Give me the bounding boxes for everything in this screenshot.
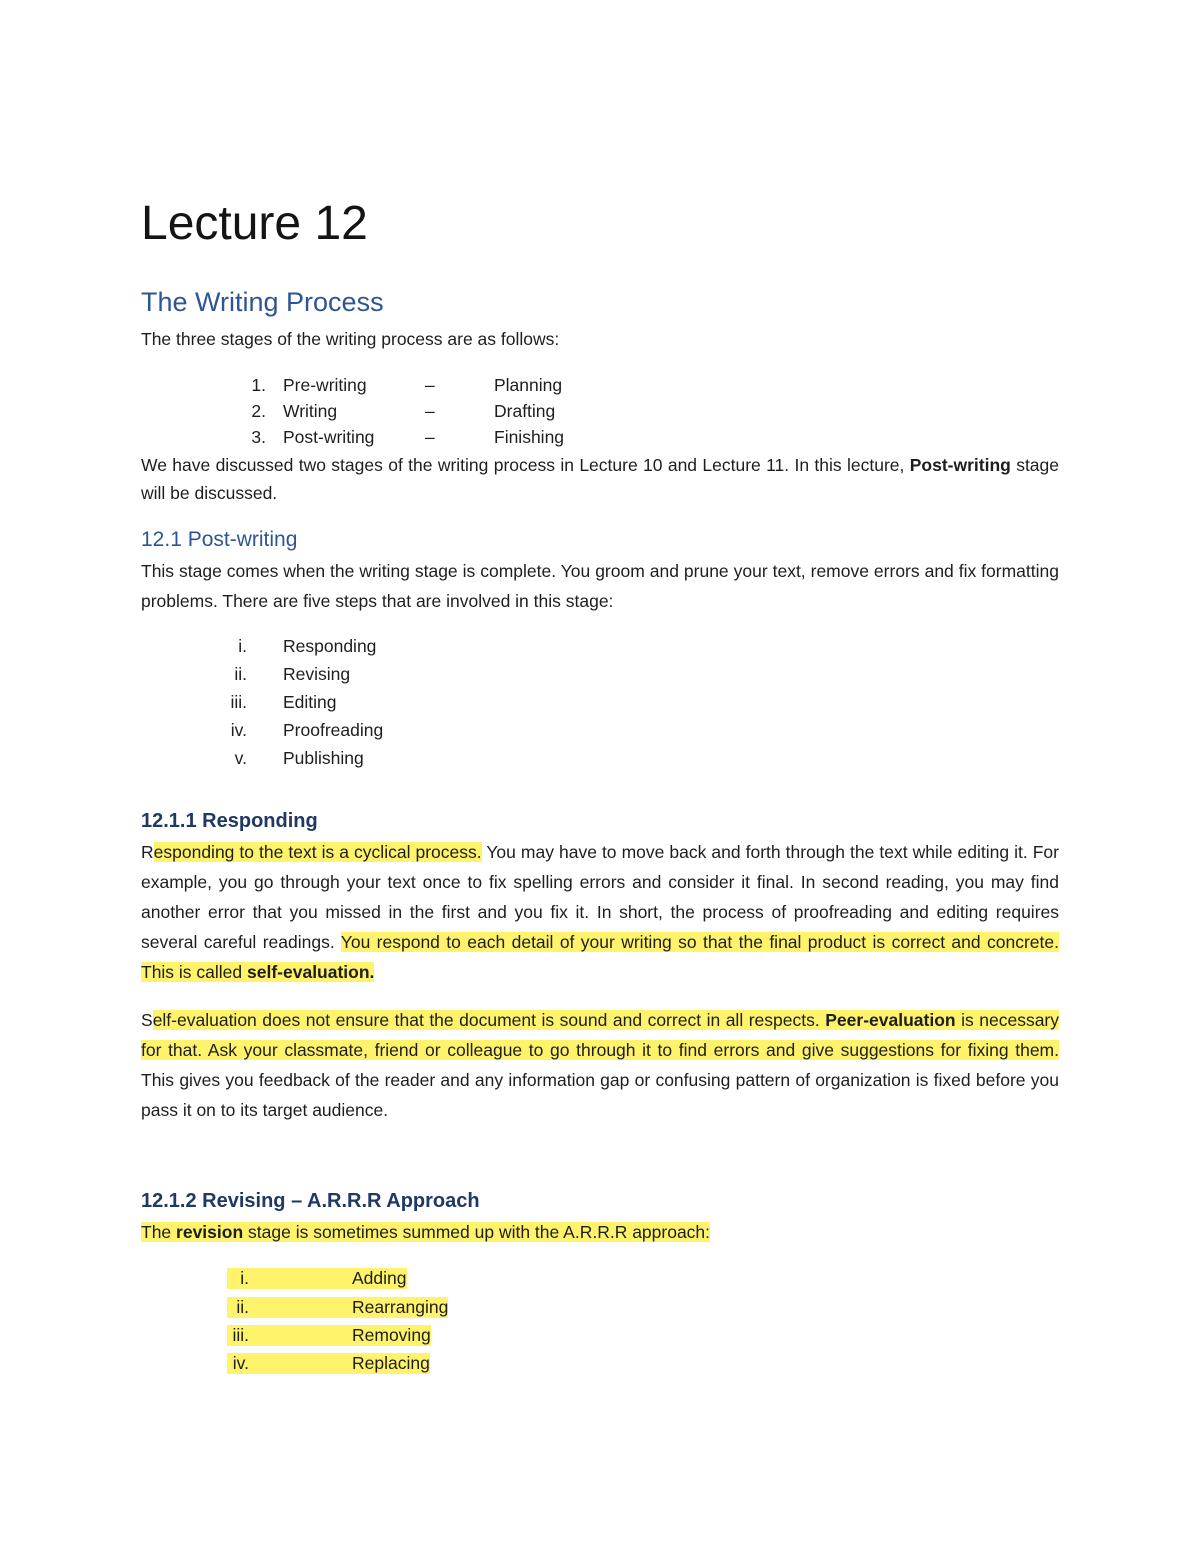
list-item-number: 2.	[251, 401, 266, 421]
list-item-number: v.	[234, 748, 247, 768]
highlighted-text: stage is sometimes summed up with the A.R.R.R approach:	[243, 1222, 711, 1242]
list-item-label: Editing	[283, 692, 337, 712]
list-item-number: ii.	[227, 1297, 249, 1318]
revising-heading: 12.1.2 Revising – A.R.R.R Approach	[141, 1190, 480, 1212]
highlighted-bold-text: self-evaluation.	[247, 962, 375, 982]
revising-intro	[141, 1222, 710, 1243]
list-item-number: 1.	[251, 375, 266, 395]
list-item-gap	[249, 1297, 352, 1318]
list-item-number: iii.	[230, 692, 247, 712]
discussed-text-1: We have discussed two stages of the writing process in Lecture 10 and Lecture 11. In this lecture,	[141, 455, 910, 475]
highlighted-text: The	[141, 1222, 177, 1242]
list-item-dash: –	[425, 375, 435, 395]
list-item-label: Replacing	[352, 1353, 430, 1373]
list-item-name: Writing	[283, 401, 338, 421]
list-item-number: iv.	[230, 720, 247, 740]
list-item-dash: –	[425, 401, 435, 421]
list-item-label: Publishing	[283, 748, 364, 768]
responding-paragraph-1	[141, 837, 1059, 987]
responding-heading: 12.1.1 Responding	[141, 810, 318, 832]
discussed-bold: Post-writing	[909, 455, 1011, 475]
list-item-dash: –	[425, 427, 435, 447]
list-item-gap	[249, 1325, 352, 1346]
discussed-text-2: stage will be discussed.	[141, 455, 1059, 503]
list-item-desc: Finishing	[494, 427, 565, 447]
highlighted-text: is necessary for that. Ask your classmate, friend or colleague to go through it to find errors and give suggestions for fixing them.	[141, 1010, 1059, 1060]
responding-text: R	[141, 842, 154, 862]
list-item-number: ii.	[234, 664, 247, 684]
section-heading: The Writing Process	[141, 287, 384, 317]
highlighted-bold-text: revision	[176, 1222, 244, 1242]
list-item-number: iv.	[227, 1353, 249, 1374]
responding-text: This gives you feedback of the reader and any information gap or confusing pattern of organization is fixed before you pass it on to its target audience.	[141, 1070, 1059, 1120]
list-item-label: Responding	[283, 636, 377, 656]
list-item-desc: Planning	[494, 375, 563, 395]
highlighted-bold-text: Peer-evaluation	[825, 1010, 956, 1030]
list-item-name: Post-writing	[283, 427, 375, 447]
list-item-label: Adding	[352, 1268, 407, 1288]
list-item-gap	[249, 1268, 352, 1289]
post-writing-paragraph: This stage comes when the writing stage is complete. You groom and prune your text, remove errors and fix formatting problems. There are five steps that are involved in this stage:	[141, 561, 1059, 611]
list-item-number: i.	[238, 636, 247, 656]
highlighted-text: esponding to the text is a cyclical process.	[153, 842, 482, 862]
list-item-number: i.	[227, 1268, 249, 1289]
intro-line: The three stages of the writing process are as follows:	[141, 329, 560, 349]
responding-paragraph-2	[141, 1005, 1059, 1125]
responding-text: S	[141, 1010, 153, 1030]
list-item-desc: Drafting	[494, 401, 556, 421]
list-item-label: Rearranging	[352, 1297, 449, 1317]
list-item-gap	[249, 1353, 352, 1374]
list-item-label: Proofreading	[283, 720, 384, 740]
responding-text: You may have to move back and forth through the text while editing it. For example, you go through your text once to fix spelling errors and consider it final. In second reading, you may find another error that you missed in the first and you fix it. In short, the process of proofreading and editing requires several careful readings.	[141, 842, 1059, 952]
list-item-label: Removing	[352, 1325, 431, 1345]
list-item-number: iii.	[227, 1325, 249, 1346]
discussed-paragraph	[141, 451, 1059, 507]
list-item-name: Pre-writing	[283, 375, 367, 395]
list-item-number: 3.	[251, 427, 266, 447]
highlighted-text: elf-evaluation does not ensure that the document is sound and correct in all respects.	[152, 1010, 826, 1030]
highlighted-text: You respond to each detail of your writing so that the final product is correct and concrete. This is called	[141, 932, 1059, 982]
post-writing-heading: 12.1 Post-writing	[141, 528, 298, 551]
page-title: Lecture 12	[141, 197, 368, 250]
list-item-label: Revising	[283, 664, 351, 684]
